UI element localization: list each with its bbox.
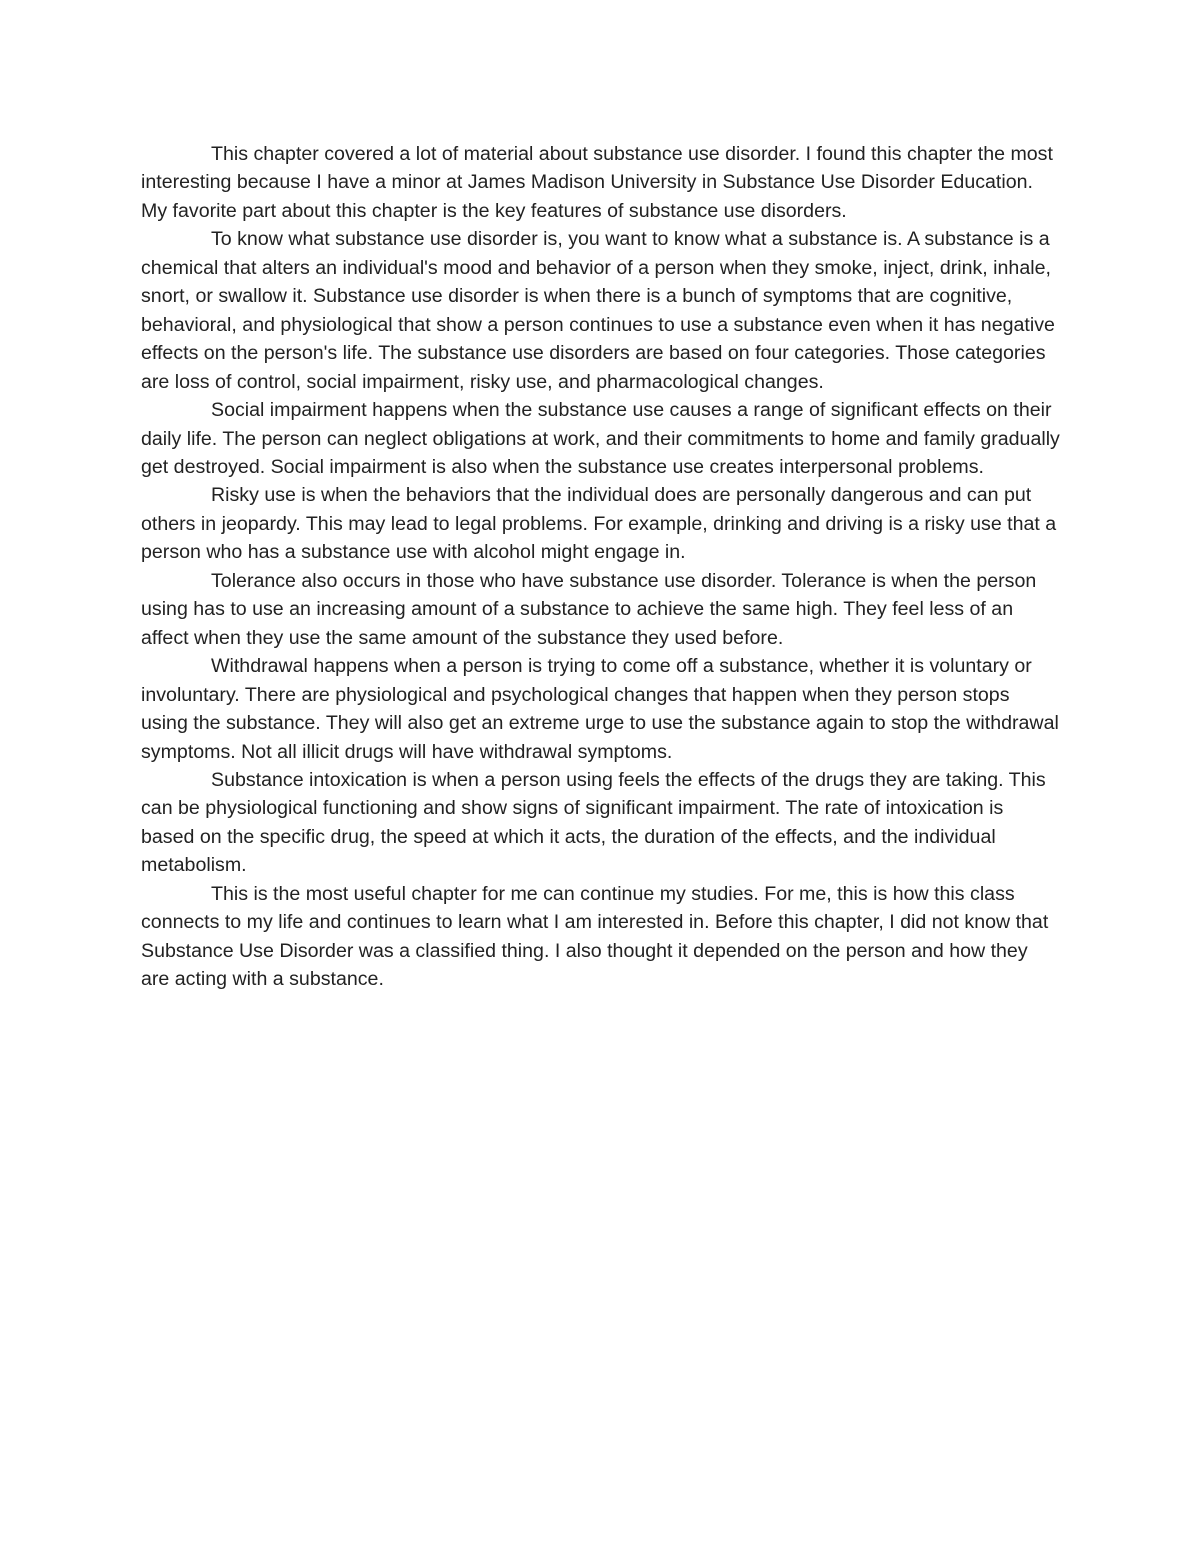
paragraph-risky-use: Risky use is when the behaviors that the individual does are personally dangerous and can put others in jeopardy. This may lead to legal problems. For example, drinking and driving is a risky use that a person who has a substance use with alcohol might engage in.: [141, 484, 1057, 564]
document-body: [141, 140, 1061, 994]
paragraph-intoxication: Substance intoxication is when a person using feels the effects of the drugs they are taking. This can be physiological functioning and show signs of significant impairment. The rate of intoxication is based on the specific drug, the speed at which it acts, the duration of the effects, and the individual metabolism.: [141, 768, 1046, 877]
paragraph-withdrawal: Withdrawal happens when a person is trying to come off a substance, whether it is voluntary or involuntary. There are physiological and psychological changes that happen when they person stops using the substance. They will also get an extreme urge to use the substance again to stop the withdrawal symptoms. Not all illicit drugs will have withdrawal symptoms.: [141, 655, 1059, 763]
paragraph-intro: This chapter covered a lot of material about substance use disorder. I found this chapter the most interesting because I have a minor at James Madison University in Substance Use Disorder Education. My favorite part about this chapter is the key features of substance use disorders.: [141, 143, 1053, 222]
paragraph-social-impairment: Social impairment happens when the substance use causes a range of significant effects on their daily life. The person can neglect obligations at work, and their commitments to home and family gradually get destroyed. Social impairment is also when the substance use creates interpersonal problems.: [141, 399, 1060, 478]
paragraph-substance-definition: To know what substance use disorder is, you want to know what a substance is. A substance is a chemical that alters an individual's mood and behavior of a person when they smoke, inject, drink, inhale, snort, or swallow it. Substance use disorder is when there is a bunch of symptoms that are cognitive, behavioral, and physiological that show a person continues to use a substance even when it has negative effects on the person's life. The substance use disorders are based on four categories. Those categories are loss of control, social impairment, risky use, and pharmacological changes.: [141, 228, 1055, 393]
paragraph-tolerance: Tolerance also occurs in those who have substance use disorder. Tolerance is when the person using has to use an increasing amount of a substance to achieve the same high. They feel less of an affect when they use the same amount of the substance they used before.: [141, 569, 1037, 649]
paragraph-conclusion: This is the most useful chapter for me can continue my studies. For me, this is how this class connects to my life and continues to learn what I am interested in. Before this chapter, I did not know that Substance Use Disorder was a classified thing. I also thought it depended on the person and how they are acting with a substance.: [141, 882, 1049, 991]
